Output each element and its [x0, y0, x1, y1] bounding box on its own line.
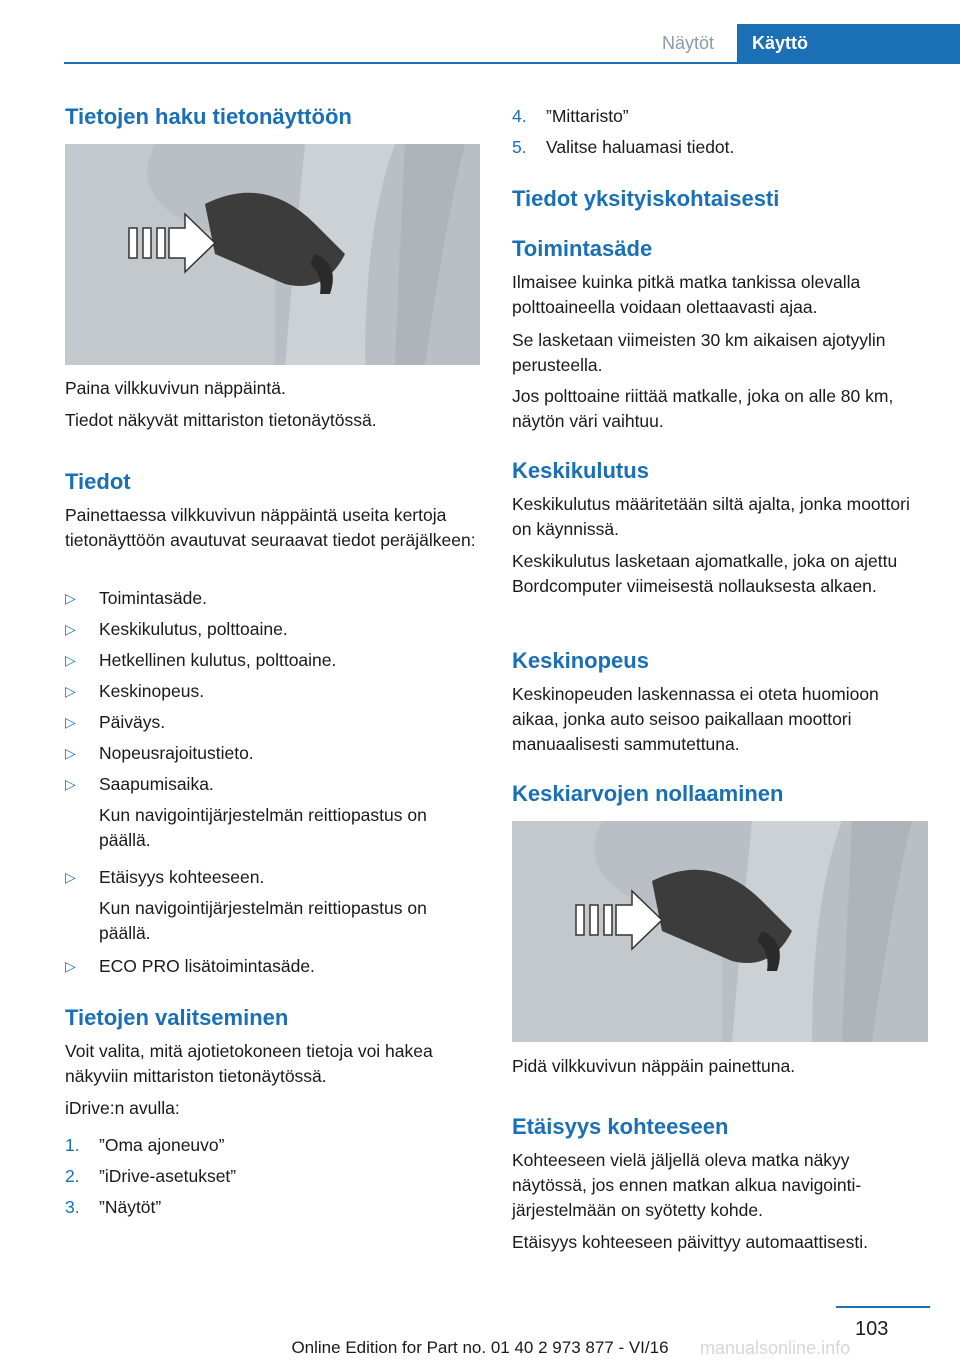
- step-number: 3.: [65, 1197, 80, 1217]
- list-item: [65, 710, 481, 741]
- idrive-steps-list: [65, 1133, 481, 1226]
- section-title-avg-speed: Keskinopeus: [512, 648, 649, 673]
- watermark: manualsonline.info: [700, 1338, 851, 1358]
- list-item-text: Hetkellinen kulutus, polttoaine.: [99, 650, 337, 670]
- section-title-reset: Keskiarvojen nollaaminen: [512, 781, 784, 806]
- list-item-text: Keskikulutus, polttoaine.: [99, 619, 288, 639]
- section-title-data-retrieval: Tietojen haku tietonäyttöön: [65, 104, 352, 129]
- select-text: Voit valita, mitä ajotietokoneen tietoja voi hakea näkyviin mittariston tietonäytössä.: [65, 1041, 433, 1086]
- list-item: [65, 617, 481, 648]
- step-text: ”Näytöt”: [99, 1197, 162, 1217]
- reset-caption: Pidä vilkkuvivun näppäin painettuna.: [512, 1056, 796, 1076]
- idrive-steps-continued: [512, 104, 928, 166]
- triangle-bullet-icon: ▷: [65, 590, 76, 606]
- triangle-bullet-icon: ▷: [65, 745, 76, 761]
- lever-illustration: [65, 144, 480, 365]
- list-item: [65, 772, 481, 865]
- caption-info-display: Tiedot näkyvät mittariston tietonäytössä.: [65, 410, 377, 430]
- list-item: [65, 586, 481, 617]
- section-title-distance: Etäisyys kohteeseen: [512, 1114, 729, 1139]
- step-item: [512, 104, 928, 135]
- list-item-subtext: Kun navigointijärjestelmän reittiopastus on päällä.: [99, 898, 427, 943]
- tab-kaytto[interactable]: Käyttö: [737, 24, 960, 62]
- range-text-2: Se lasketaan viimeisten 30 km aikaisen ajotyylin perusteella.: [512, 330, 886, 375]
- triangle-bullet-icon: ▷: [65, 776, 76, 792]
- info-bullet-list: [65, 586, 481, 985]
- step-item: [512, 135, 928, 166]
- list-item-text: Etäisyys kohteeseen.: [99, 867, 265, 887]
- section-title-details: Tiedot yksityiskohtaisesti: [512, 186, 780, 211]
- list-item-subtext: Kun navigointijärjestelmän reittiopastus on päällä.: [99, 805, 427, 850]
- step-number: 4.: [512, 106, 527, 126]
- section-title-select: Tietojen valitseminen: [65, 1005, 289, 1030]
- triangle-bullet-icon: ▷: [65, 652, 76, 668]
- step-item: [65, 1133, 481, 1164]
- list-item-text: ECO PRO lisätoimintasäde.: [99, 956, 315, 976]
- edition-text: Online Edition for Part no. 01 40 2 973 877 - VI/16: [291, 1338, 669, 1357]
- section-title-tiedot: Tiedot: [65, 469, 131, 494]
- step-text: Valitse haluamasi tiedot.: [546, 137, 735, 157]
- list-item-text: Päiväys.: [99, 712, 166, 732]
- triangle-bullet-icon: ▷: [65, 683, 76, 699]
- header-rule: [64, 62, 960, 64]
- list-item: [65, 679, 481, 710]
- distance-text-1: Kohteeseen vielä jäljellä oleva matka näkyy näytössä, jos ennen matkan alkua navigointijärjestelmään on syötetty kohde.: [512, 1150, 862, 1220]
- step-text: ”Oma ajoneuvo”: [99, 1135, 225, 1155]
- figure-turn-signal-lever-reset: [512, 821, 928, 1042]
- list-item-text: Saapumisaika.: [99, 774, 214, 794]
- list-item: [65, 954, 481, 985]
- list-item-text: Toimintasäde.: [99, 588, 207, 608]
- avg-speed-text: Keskinopeuden laskennassa ei oteta huomioon aikaa, jonka auto seisoo paikallaan moottori manuaalisesti sammutettuna.: [512, 684, 879, 754]
- step-number: 2.: [65, 1166, 80, 1186]
- range-text-3: Jos polttoaine riittää matkalle, joka on alle 80 km, näytön väri vaihtuu.: [512, 386, 894, 431]
- caption-press-button: Paina vilkkuvivun näppäintä.: [65, 378, 286, 398]
- range-text-1: Ilmaisee kuinka pitkä matka tankissa olevalla polttoaineella voidaan olettaavasti ajaa.: [512, 272, 861, 317]
- section-title-avg-consumption: Keskikulutus: [512, 458, 649, 483]
- list-item: [65, 741, 481, 772]
- tab-naytot[interactable]: Näytöt: [641, 24, 735, 62]
- step-item: [65, 1195, 481, 1226]
- step-text: ”Mittaristo”: [546, 106, 629, 126]
- step-item: [65, 1164, 481, 1195]
- triangle-bullet-icon: ▷: [65, 958, 76, 974]
- step-text: ”iDrive-asetukset”: [99, 1166, 237, 1186]
- tiedot-intro: Painettaessa vilkkuvivun näppäintä useita kertoja tietonäyttöön avautuvat seuraavat tiedot peräjälkeen:: [65, 505, 476, 550]
- list-item: [65, 648, 481, 679]
- figure-turn-signal-lever: [65, 144, 480, 365]
- triangle-bullet-icon: ▷: [65, 869, 76, 885]
- triangle-bullet-icon: ▷: [65, 714, 76, 730]
- footer-rule: [836, 1306, 930, 1308]
- distance-text-2: Etäisyys kohteeseen päivittyy automaattisesti.: [512, 1232, 869, 1252]
- step-number: 5.: [512, 137, 527, 157]
- list-item-text: Nopeusrajoitustieto.: [99, 743, 254, 763]
- avg-consumption-text-1: Keskikulutus määritetään siltä ajalta, jonka moottori on käynnissä.: [512, 494, 910, 539]
- idrive-text: iDrive:n avulla:: [65, 1098, 180, 1118]
- list-item: [65, 865, 481, 954]
- section-title-range: Toimintasäde: [512, 236, 653, 261]
- list-item-text: Keskinopeus.: [99, 681, 205, 701]
- avg-consumption-text-2: Keskikulutus lasketaan ajomatkalle, joka on ajettu Bordcomputer viimeisestä nollauksesta alkaen.: [512, 551, 898, 596]
- step-number: 1.: [65, 1135, 80, 1155]
- triangle-bullet-icon: ▷: [65, 621, 76, 637]
- lever-illustration: [512, 821, 928, 1042]
- page-number: 103: [855, 1318, 889, 1340]
